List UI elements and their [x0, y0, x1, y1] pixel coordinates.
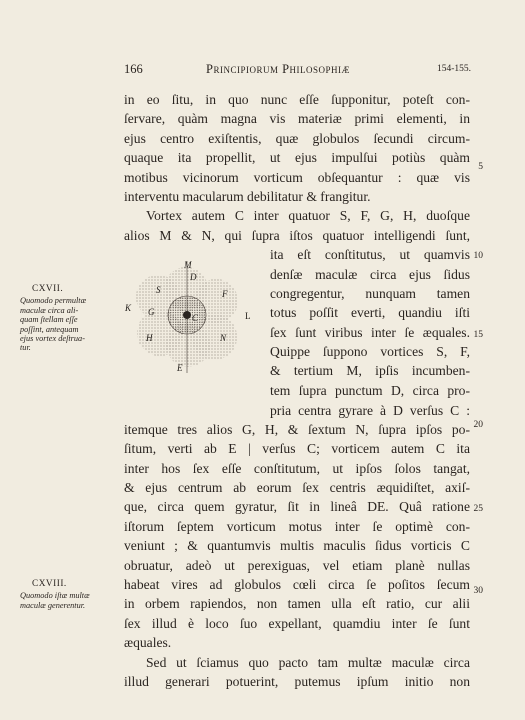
margin-note-line: ejus vortex deſtrua-	[20, 334, 85, 344]
text-line: interventu macularum debilitatur & frangitur.	[124, 188, 371, 204]
text-line: ita eſt conſtitutus, ut quamvis	[270, 247, 470, 263]
figure-letter: K	[125, 303, 132, 314]
text-line: motibus vicinorum vorticum obſequantur : quæ vis	[124, 169, 470, 185]
text-line: alios M & N, qui ſupra iſtos quatuor intelligendi ſunt,	[124, 227, 470, 243]
margin-note-line: maculæ generentur.	[20, 600, 86, 610]
figure-letter: S	[156, 285, 161, 296]
text-line: congregentur, nunquam tamen	[270, 285, 470, 301]
text-line: pria centra gyrare à D verſus C :	[270, 402, 470, 418]
line-number: 10	[473, 251, 483, 261]
text-line: que, circa quem gyratur, ſit in lineâ DE. Quâ ratione	[124, 499, 470, 515]
margin-note-line: quam ſtellam eſſe	[20, 315, 78, 325]
line-number: 30	[473, 586, 483, 596]
margin-note-line: Quomodo permultæ	[20, 296, 87, 306]
margin-note-line: poſſint, antequam	[20, 324, 79, 334]
vortex-circles	[136, 261, 238, 373]
text-line: & tertium M, ipſis incumben-	[270, 363, 470, 379]
figure-letter: D	[190, 272, 197, 283]
text-line: inter hos ſex eſſe conſtitutum, ut ipſos ſolos tangat,	[124, 460, 470, 476]
margin-note-cxvii	[20, 285, 118, 353]
figure-letter: M	[184, 260, 192, 271]
figure-letter: C	[192, 313, 199, 324]
running-title: Principiorum Philosophiæ	[206, 62, 351, 76]
text-line: ſex illud è loco ſuo expellant, quamdiu inter ſe ſunt	[124, 615, 470, 631]
figure-letter: E	[177, 363, 183, 374]
text-line: quaque ita propellit, ut ejus impulſui potiùs quàm	[124, 150, 470, 166]
margin-note-line: Quomodo iſtæ multæ	[20, 591, 90, 601]
text-line: æquales.	[124, 635, 172, 651]
main-text	[124, 90, 470, 691]
text-line: obruatur, adeò ut perexiguas, vel etiam planè nullas	[124, 557, 470, 573]
text-line: in eo ſitu, in quo nunc eſſe ſupponitur, poteſt con-	[124, 92, 470, 107]
text-line: & ejus centrum ab eorum ſex centris æquidiſtet, axiſ-	[124, 480, 470, 496]
figure-letter: N	[220, 333, 227, 344]
text-line: denſæ maculæ circa ejus ſidus	[270, 266, 470, 282]
line-number: 25	[473, 504, 483, 514]
margin-note-cxviii	[20, 580, 118, 610]
figure-letter: G	[148, 307, 155, 318]
figure-letter: F	[222, 289, 228, 300]
line-number: 20	[473, 420, 483, 430]
text-line: ſitum, verti ab E | verſus C; vorticem autem C ita	[124, 441, 470, 457]
line-number: 5	[478, 162, 483, 172]
page-number: 166	[124, 62, 143, 76]
text-line: tem ſupra punctum D, circa pro-	[270, 383, 470, 399]
text-line: in orbem rapiendos, non tamen ulla eſt ratio, cur alii	[124, 596, 470, 612]
text-line: Sed ut ſciamus quo pacto tam multæ maculæ circa	[146, 654, 470, 670]
figure-letter: L	[245, 311, 251, 322]
text-line: ejus centro exiſtentis, quæ globulos ſecundi circum-	[124, 130, 470, 146]
text-line: habeat vires ad globulos cœli circa ſe poſitos ſecum	[124, 577, 470, 593]
margin-note-number: CXVIII.	[32, 579, 67, 589]
text-line: Vortex autem C inter quatuor S, F, G, H, duoſque	[146, 208, 470, 224]
line-number: 15	[473, 330, 483, 340]
text-line: ſex ſunt viribus inter ſe æquales.	[270, 324, 470, 340]
paragraph-2	[124, 206, 470, 652]
text-line: Quippe ſuppono vortices S, F,	[270, 344, 470, 360]
figure-letter: H	[146, 333, 153, 344]
text-line: totus poſſit everti, quandiu iſti	[270, 305, 470, 321]
section-range: 154-155.	[436, 64, 471, 74]
text-line: iſtorum ſeptem vorticum motus inter ſe optimè con-	[124, 518, 470, 534]
text-line: ſervare, quàm magna vis materiæ primi elementi, in	[124, 111, 470, 127]
text-line: illud generari potuerint, putemus ipſum initio non	[124, 673, 470, 689]
margin-note-line: tur.	[20, 343, 31, 353]
figure-wrap-block	[124, 245, 470, 381]
margin-note-number: CXVII.	[32, 284, 64, 294]
margin-note-line: maculæ circa ali-	[20, 305, 79, 315]
vortex-figure	[124, 249, 254, 377]
paragraph-3	[124, 653, 470, 692]
text-line: itemque tres alios G, H, & ſextum N, ſupra ipſos po-	[124, 421, 470, 437]
paragraph-1	[124, 90, 470, 206]
text-line: veniunt ; & quantumvis multis maculis ſidus vorticis C	[124, 538, 470, 554]
